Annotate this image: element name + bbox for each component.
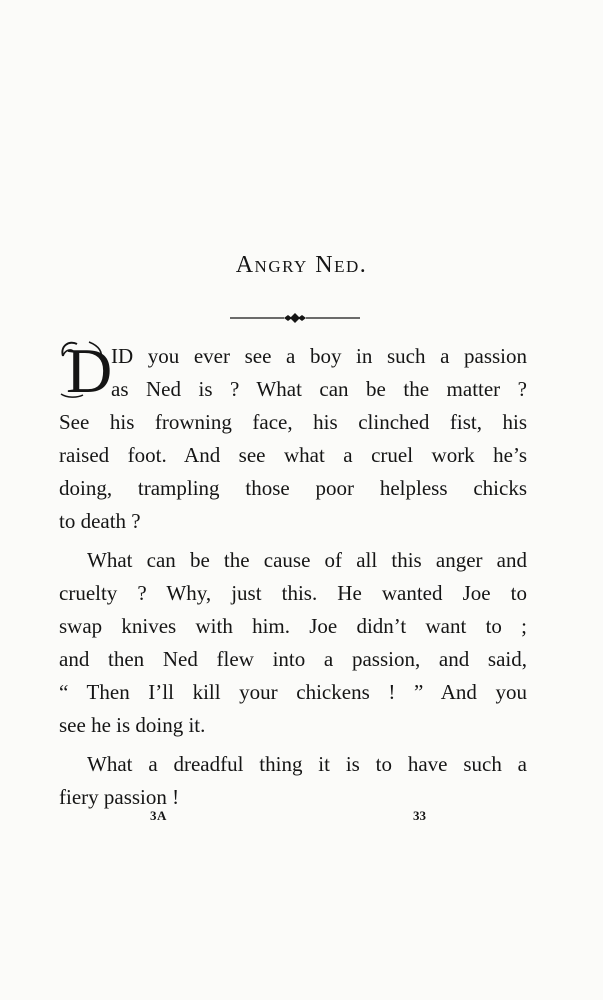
paragraph-2 [59,544,527,742]
text-line: What can be the cause of all this anger and [87,548,527,572]
body-text [59,335,527,814]
signature-mark: 3A [150,808,167,823]
text-line: ID you ever see a boy in such a passion [111,344,527,368]
text-line: cruelty ? Why, just this. He wanted Joe to [59,581,527,605]
paragraph-3 [59,748,527,814]
text-line: to death ? [59,509,141,533]
text-line: See his frowning face, his clinched fist, his [59,410,527,434]
text-line: swap knives with him. Joe didn’t want to ; [59,614,527,638]
text-line: and then Ned flew into a passion, and said, [59,647,527,671]
page-number: 33 [413,808,426,823]
text-line: “ Then I’ll kill your chickens ! ” And you [59,680,527,704]
text-line: see he is doing it. [59,713,206,737]
text-line: What a dreadful thing it is to have such a [87,752,527,776]
text-line: fiery passion ! [59,785,180,809]
paragraph-1 [59,335,527,538]
drop-cap-letter: D [66,335,113,406]
text-line: doing, trampling those poor helpless chicks [59,476,527,500]
drop-cap [59,335,113,406]
text-line: as Ned is ? What can be the matter ? [111,377,527,401]
text-line: raised foot. And see what a cruel work he’s [59,443,527,467]
chapter-title: Angry Ned. [235,252,368,278]
ornament-divider-icon [230,309,360,327]
